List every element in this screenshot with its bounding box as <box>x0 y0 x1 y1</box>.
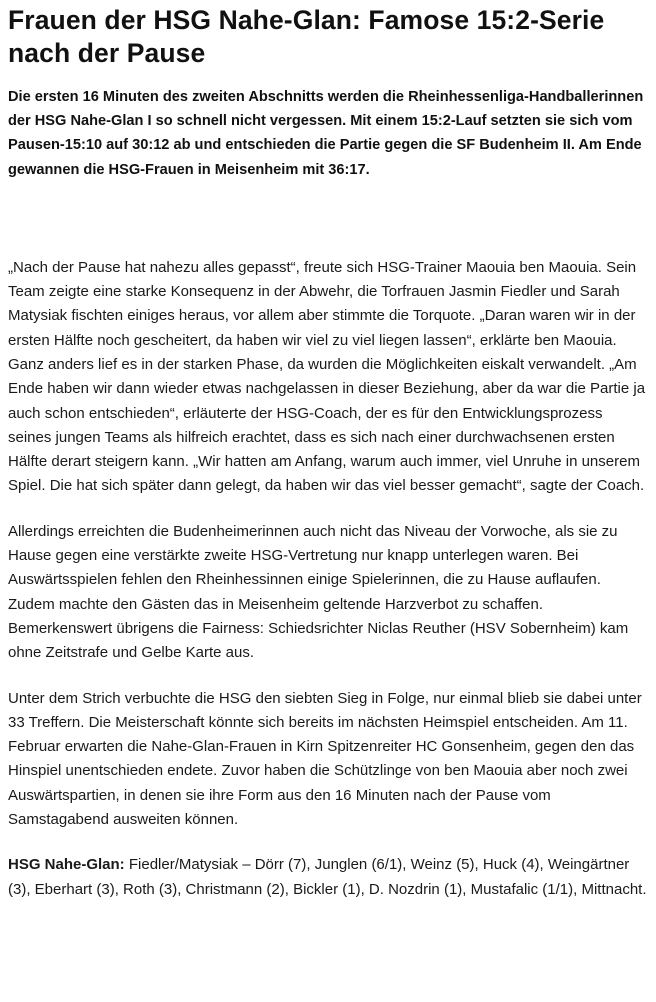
lineup-team-label: HSG Nahe-Glan: <box>8 856 125 874</box>
lineup-players: Fiedler/Matysiak – Dörr (7), Junglen (6/1), Weinz (5), Huck (4), Weingärtner (3), Eberhart (3), Roth (3), Christmann (2), Bickler (1), D. Nozdrin (1), Mustafalic (1/1), Mittnacht. <box>8 856 647 898</box>
article-paragraph-outlook: Unter dem Strich verbuchte die HSG den siebten Sieg in Folge, nur einmal blieb sie dabei unter 33 Treffern. Die Meisterschaft könnte sich bereits im nächsten Heimspiel entscheiden. Am 11. Februar erwarten die Nahe-Glan-Frauen in Kirn Spitzenreiter HC Gonsenheim, gegen den das Hinspiel unentschieden endete. Zuvor haben die Schützlinge von ben Maouia aber noch zwei Auswärtspartien, in denen sie ihre Form aus den 16 Minuten nach der Pause vom Samstagabend ausweiten können. <box>8 689 642 829</box>
article-headline: Frauen der HSG Nahe-Glan: Famose 15:2-Serie nach der Pause <box>8 5 605 68</box>
article-lead: Die ersten 16 Minuten des zweiten Abschnitts werden die Rheinhessenliga-Handballerinnen der HSG Nahe-Glan I so schnell nicht vergessen. Mit einem 15:2-Lauf setzten sie sich vom Pausen-15:10 auf 30:12 ab und entschieden die Partie gegen die SF Budenheim II. Am Ende gewannen die HSG-Frauen in Meisenheim mit 36:17. <box>8 89 644 178</box>
article-paragraph-quote: „Nach der Pause hat nahezu alles gepasst“, freute sich HSG-Trainer Maouia ben Maouia. Sein Team zeigte eine starke Konsequenz in der Abwehr, die Torfrauen Jasmin Fiedler und Sarah Matysiak fischten einiges heraus, vor allem aber stimmte die Torquote. „Daran waren wir in der ersten Hälfte noch gescheitert, da haben wir viel zu viel liegen lassen“, erklärte ben Maouia. Ganz anders lief es in der starken Phase, da wurden die Möglichkeiten eiskalt verwandelt. „Am Ende haben wir dann wieder etwas nachgelassen in dieser Beziehung, aber da war die Partie ja auch schon entschieden“, erläuterte der HSG-Coach, der es für den Entwicklungsprozess seines jungen Teams als hilfreich erachtet, dass es sich nach einer durchwachsenen ersten Hälfte derart steigern kann. „Wir hatten am Anfang, warum auch immer, viel Unruhe in unserem Spiel. Die hat sich später dann gelegt, da haben wir das viel besser gemacht“, sagte der Coach. <box>8 258 646 495</box>
article-lineup <box>8 853 648 902</box>
article-paragraph-opponent: Allerdings erreichten die Budenheimerinnen auch nicht das Niveau der Vorwoche, als sie zu Hause gegen eine verstärkte zweite HSG-Vertretung nur knapp unterlegen waren. Bei Auswärtsspielen fehlen den Rheinhessinnen einige Spielerinnen, die zu Hause auflaufen. Zudem machte den Gästen das in Meisenheim geltende Harzverbot zu schaffen. Bemerkenswert übrigens die Fairness: Schiedsrichter Niclas Reuther (HSV Sobernheim) kam ohne Zeitstrafe und Gelbe Karte aus. <box>8 522 629 662</box>
news-article <box>8 0 648 902</box>
